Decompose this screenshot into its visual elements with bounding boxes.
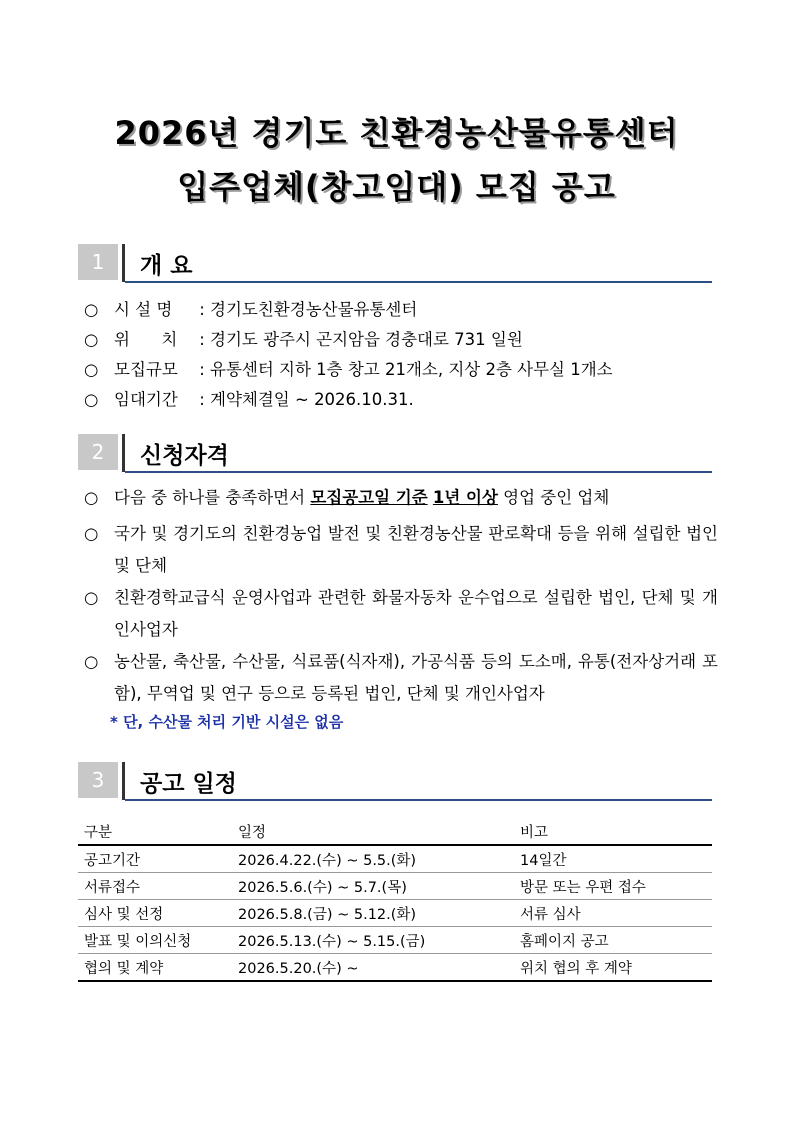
table-cell: 위치 협의 후 계약	[514, 954, 712, 982]
bullet-circle-icon: ○	[84, 300, 99, 319]
table-row	[78, 845, 712, 873]
overview-item-facility	[84, 296, 417, 320]
overview-item-location	[84, 326, 523, 350]
overview-value: : 경기도친환경농산물유통센터	[199, 300, 418, 319]
bullet-circle-icon: ○	[84, 330, 99, 349]
bullet-circle-icon: ○	[84, 360, 99, 379]
eligibility-text: 다음 중 하나를 충족하면서 모집공고일 기준 1년 이상 영업 중인 업체	[114, 488, 610, 507]
document-title-line1: 2026년 경기도 친환경농산물유통센터	[114, 114, 679, 152]
section-header-overview	[78, 244, 712, 284]
overview-value: : 경기도 광주시 곤지암읍 경충대로 731 일원	[199, 330, 523, 349]
emphasis-text: 1년 이상	[432, 488, 498, 507]
section-title: 신청자격	[140, 443, 229, 469]
overview-value: : 유통센터 지하 1층 창고 21개소, 지상 2층 사무실 1개소	[199, 360, 613, 379]
table-cell: 2026.5.8.(금) ~ 5.12.(화)	[232, 900, 514, 927]
table-cell: 2026.4.22.(수) ~ 5.5.(화)	[232, 845, 514, 873]
eligibility-text: 친환경학교급식 운영사업과 관련한 화물자동차 운수업으로 설립한 법인, 단체 및 개인사업자	[114, 588, 718, 639]
bullet-circle-icon: ○	[84, 488, 99, 507]
bullet-circle-icon: ○	[84, 588, 99, 607]
eligibility-item-1	[84, 482, 718, 514]
table-row	[78, 927, 712, 954]
bullet-circle-icon: ○	[84, 652, 99, 671]
eligibility-note: * 단, 수산물 처리 기반 시설은 없음	[110, 713, 344, 731]
table-cell: 서류 심사	[514, 900, 712, 927]
table-cell: 2026.5.6.(수) ~ 5.7.(목)	[232, 873, 514, 900]
eligibility-item-3	[84, 582, 718, 646]
overview-item-period	[84, 386, 414, 410]
table-cell: 공고기간	[78, 845, 232, 873]
overview-label: 임대기간	[114, 390, 178, 409]
eligibility-text: 농산물, 축산물, 수산물, 식료품(식자재), 가공식품 등의 도소매, 유통(전자상거래 포함), 무역업 및 연구 등으로 등록된 법인, 단체 및 개인사업자	[114, 652, 718, 703]
section-number: 3	[78, 762, 118, 798]
section-divider	[122, 434, 125, 472]
table-cell: 서류접수	[78, 873, 232, 900]
table-cell: 협의 및 계약	[78, 954, 232, 982]
table-row	[78, 954, 712, 982]
emphasis-text: 모집공고일 기준	[310, 488, 428, 507]
eligibility-item-2	[84, 518, 718, 582]
section-underline	[125, 281, 712, 283]
section-underline	[125, 471, 712, 473]
column-header: 구분	[78, 818, 232, 845]
section-divider	[122, 762, 125, 800]
section-header-schedule	[78, 762, 712, 802]
section-number: 1	[78, 244, 118, 280]
overview-label: 위 치	[114, 330, 178, 349]
table-cell: 2026.5.20.(수) ~	[232, 954, 514, 982]
eligibility-item-4	[84, 646, 718, 710]
table-cell: 14일간	[514, 845, 712, 873]
table-row	[78, 900, 712, 927]
table-cell: 홈페이지 공고	[514, 927, 712, 954]
column-header: 비고	[514, 818, 712, 845]
bullet-circle-icon: ○	[84, 524, 99, 543]
table-cell: 발표 및 이의신청	[78, 927, 232, 954]
section-divider	[122, 244, 125, 282]
column-header: 일정	[232, 818, 514, 845]
section-underline	[125, 799, 712, 801]
section-title: 개 요	[140, 253, 193, 279]
overview-label: 시 설 명	[114, 300, 173, 319]
table-cell: 방문 또는 우편 접수	[514, 873, 712, 900]
schedule-table	[78, 818, 712, 982]
document-title-line2: 입주업체(창고임대) 모집 공고	[177, 168, 616, 206]
table-header-row	[78, 818, 712, 845]
overview-label: 모집규모	[114, 360, 178, 379]
bullet-circle-icon: ○	[84, 390, 99, 409]
eligibility-text: 국가 및 경기도의 친환경농업 발전 및 친환경농산물 판로확대 등을 위해 설립한 법인 및 단체	[114, 524, 718, 575]
section-title: 공고 일정	[140, 771, 237, 797]
section-number: 2	[78, 434, 118, 470]
table-cell: 2026.5.13.(수) ~ 5.15.(금)	[232, 927, 514, 954]
overview-item-scale	[84, 356, 613, 380]
table-cell: 심사 및 선정	[78, 900, 232, 927]
overview-value: : 계약체결일 ~ 2026.10.31.	[199, 390, 414, 409]
table-row	[78, 873, 712, 900]
section-header-eligibility	[78, 434, 712, 474]
